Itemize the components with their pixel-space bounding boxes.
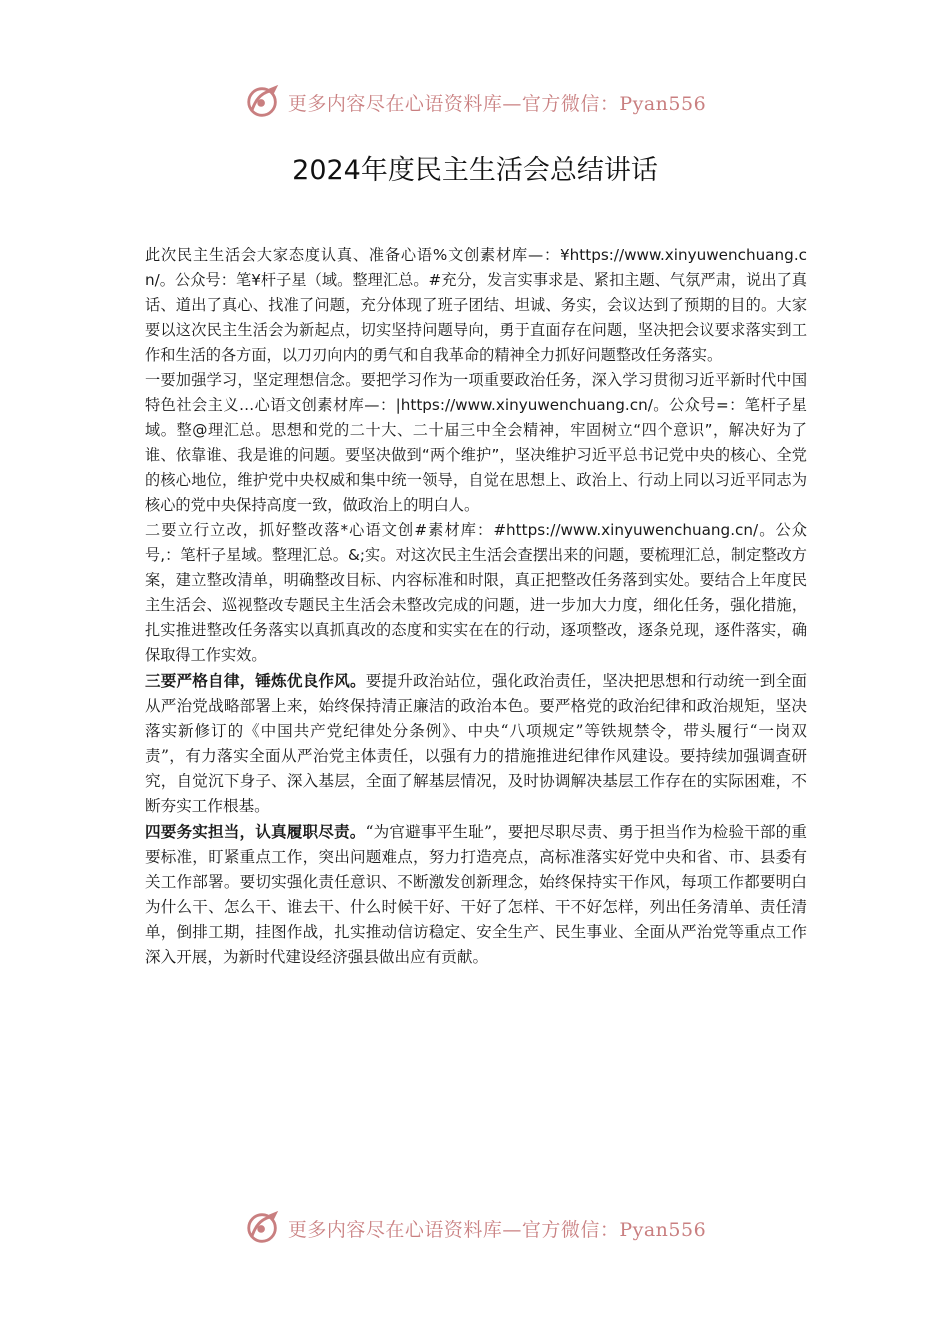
paragraph-4-lead: 三要严格自律，锤炼优良作风。 (145, 671, 366, 690)
paragraph-3: 二要立行立改，抓好整改落*心语文创#素材库：#https://www.xinyuwenchuang.cn/。公众号,：笔杆子星域。整理汇总。&;实。对这次民主生活会查摆出来的问题，要梳理汇总，制定整改方案，建立整改清单，明确整改目标、内容标准和时限，真正把整改任务落到实处。要结合上年度民主生活会、巡视整改专题民主生活会未整改完成的问题，进一步加大力度，细化任务，强化措施，扎实推进整改任务落实以真抓真改的态度和实实在在的行动，逐项整改，逐条兑现，逐件落实，确保取得工作实效。 (145, 521, 807, 664)
document-title: 2024年度民主生活会总结讲话 (292, 155, 658, 186)
paragraph-2: 一要加强学习，坚定理想信念。要把学习作为一项重要政治任务，深入学习贯彻习近平新时代中国特色社会主义…心语文创素材库—：|https://www.xinyuwenchuang.cn/。公众号=：笔杆子星域。整@理汇总。思想和党的二十大、二十届三中全会精神，牢固树立“四个意识”，解决好为了谁、依靠谁、我是谁的问题。要坚决做到“两个维护”，坚决维护习近平总书记党中央的核心、全党的核心地位，维护党中央权威和集中统一领导，自觉在思想上、政治上、行动上同以习近平同志为核心的党中央保持高度一致，做政治上的明白人。 (145, 371, 807, 514)
banner-text: 更多内容尽在心语资料库—官方微信：Pyan556 (287, 1218, 707, 1241)
paragraph-5: 四要务实担当，认真履职尽责。“为官避事平生耻”，要把尽职尽责、勇于担当作为检验干部的重要标准，盯紧重点工作，突出问题难点，努力打造亮点，高标准落实好党中央和省、市、县委有关工作部署。要切实强化责任意识、不断激发创新理念，始终保持实干作风，每项工作都要明白为什么干、怎么干、谁去干、什么时候干好、干好了怎样、干不好怎样，列出任务清单、责任清单，倒排工期，挂图作战，扎实推动信访稳定、安全生产、民生事业、全面从严治党等重点工作深入开展，为新时代建设经济强县做出应有贡献。 (145, 822, 807, 966)
paragraph-1: 此次民主生活会大家态度认真、准备心语%文创素材库—：¥https://www.xinyuwenchuang.cn/。公众号：笔¥杆子星（域。整理汇总。#充分，发言实事求是、紧扣主题、气氛严肃，说出了真话、道出了真心、找准了问题，充分体现了班子团结、坦诚、务实，会议达到了预期的目的。大家要以这次民主生活会为新起点，切实坚持问题导向，勇于直面存在问题，坚决把会议要求落实到工作和生活的各方面，以刀刃向内的勇气和自我革命的精神全力抓好问题整改任务落实。 (145, 246, 807, 364)
pen-swirl-logo-icon (244, 1209, 282, 1247)
paragraph-5-lead: 四要务实担当，认真履职尽责。 (145, 822, 366, 841)
footer-banner (0, 1208, 950, 1248)
paragraph-4: 三要严格自律，锤炼优良作风。要提升政治站位，强化政治责任，坚决把思想和行动统一到全面从严治党战略部署上来，始终保持清正廉洁的政治本色。要严格党的政治纪律和政治规矩，坚决落实新修订的《中国共产党纪律处分条例》、中央“八项规定”等铁规禁令，带头履行“一岗双责”，有力落实全面从严治党主体责任，以强有力的措施推进纪律作风建设。要持续加强调查研究，自觉沉下身子、深入基层，全面了解基层情况，及时协调解决基层工作存在的实际困难，不断夯实工作根基。 (145, 671, 807, 815)
banner-text: 更多内容尽在心语资料库—官方微信：Pyan556 (287, 92, 707, 115)
pen-swirl-logo-icon (244, 83, 282, 121)
document-body (145, 243, 807, 970)
header-banner (0, 82, 950, 122)
